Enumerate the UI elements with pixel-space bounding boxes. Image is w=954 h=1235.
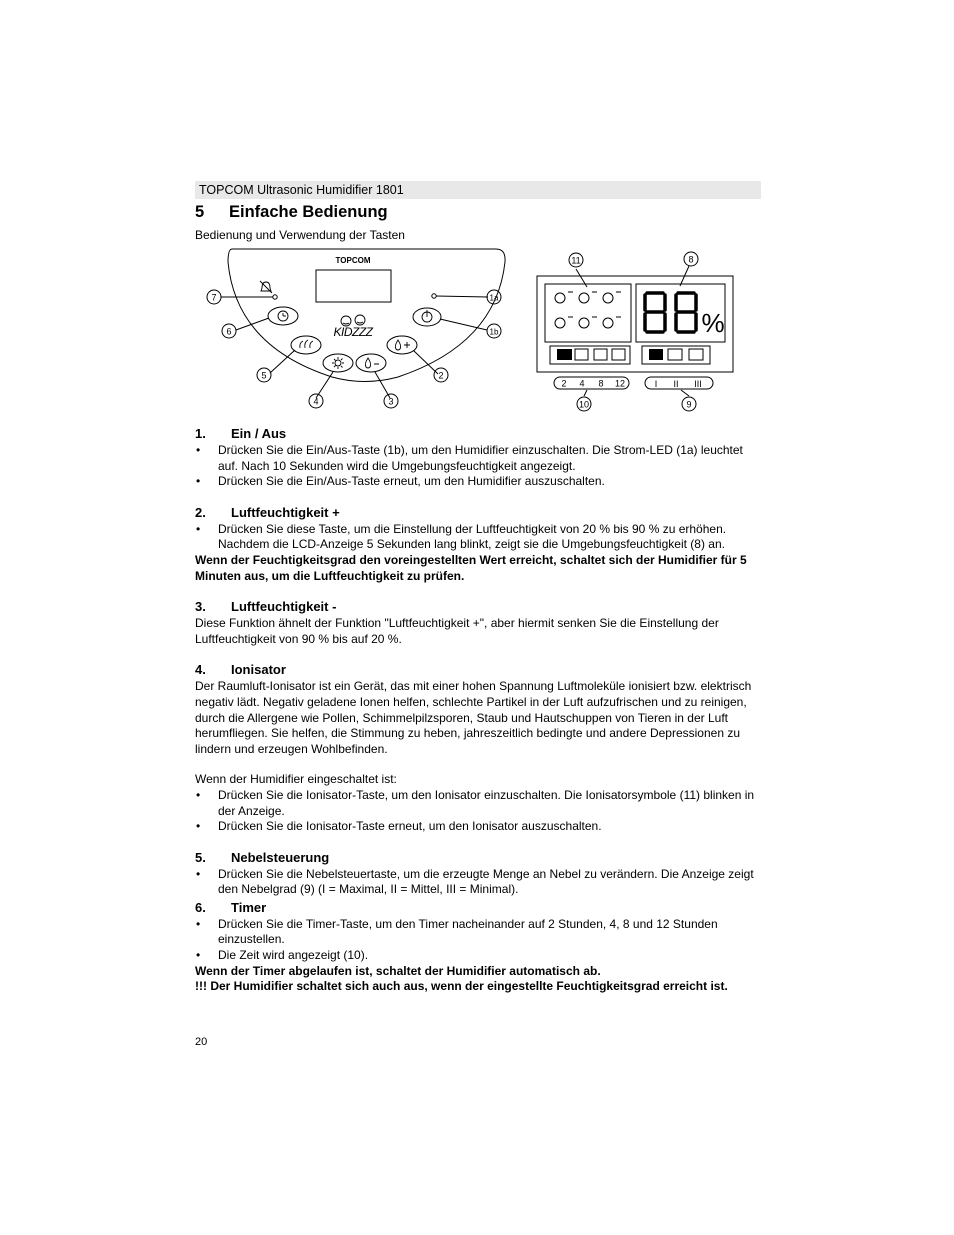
callout-9: 9 <box>686 399 692 410</box>
bullet: • Drücken Sie diese Taste, um die Einstellung der Luftfeuchtigkeit von 20 % bis 90 % zu erhöhen. Nachdem die LCD-Anzeige 5 Sekunden lang blinkt, zeigt sie die Umgebungsfeuchtigkeit (8) an. <box>195 522 761 553</box>
mist-icon <box>300 340 313 348</box>
mist-label-2: II <box>673 379 679 389</box>
humidity-minus-button <box>356 354 386 372</box>
timer-label-2: 2 <box>561 378 567 389</box>
lcd-display-figure <box>535 250 740 416</box>
section-number: 5 <box>195 203 205 221</box>
warning-text: Wenn der Feuchtigkeitsgrad den voreingestellten Wert erreicht, schaltet sich der Humidifier für 5 Minuten aus, um die Luftfeuchtigkeit zu prüfen. <box>195 552 747 583</box>
brand-logo: TOPCOM <box>335 256 371 265</box>
power-led <box>432 294 436 298</box>
bullet: • Die Zeit wird angezeigt (10). <box>195 948 761 964</box>
panel-lcd <box>316 270 391 302</box>
timer-label-4: 4 <box>579 378 585 389</box>
header-title: TOPCOM Ultrasonic Humidifier 1801 <box>199 183 404 197</box>
callout-3: 3 <box>388 396 394 407</box>
page-number: 20 <box>195 1036 208 1048</box>
instructions <box>195 426 761 995</box>
callout-1b: 1b <box>489 327 499 337</box>
callout-4: 4 <box>313 396 319 407</box>
page-header <box>195 181 761 199</box>
callout-1a: 1a <box>489 293 499 303</box>
paragraph: Der Raumluft-Ionisator ist ein Gerät, das mit einer hohen Spannung Luftmoleküle ionisiert bzw. elektrisch negativ lädt. Negativ geladene Ionen helfen, schlechte Partikel in der Luft aufzufrischen und zu reinigen, durch die Allergene wie Pollen, Schimmelpilzsporen, Staub und Hautschuppen von Tieren in der Luft herumfliegen. Sie helfen, die Stimmung zu heben, jahreszeitlich bedingte und andere Depressionen zu lindern und erzeugen Wohlbefinden. <box>195 679 752 756</box>
panel-outline <box>228 249 505 382</box>
bullet: • Drücken Sie die Nebelsteuertaste, um die erzeugte Menge an Nebel zu verändern. Die Anzeige zeigt den Nebelgrad (9) (I = Maximal, II = Mittel, III = Minimal). <box>195 867 761 898</box>
callout-5: 5 <box>261 370 267 381</box>
humidity-digits <box>645 293 696 332</box>
callout-10: 10 <box>578 399 590 410</box>
heading-ein-aus: 1. Ein / Aus <box>195 426 287 441</box>
timer-square-active <box>557 349 572 360</box>
warning-text: !!! Der Humidifier schaltet sich auch aus, wenn der eingestellte Feuchtigkeitsgrad erreicht ist. <box>195 979 728 994</box>
bullet: • Drücken Sie die Ein/Aus-Taste (1b), um den Humidifier einzuschalten. Die Strom-LED (1a) leuchtet auf. Nach 10 Sekunden wird die Umgebungsfeuchtigkeit angezeigt. <box>195 443 761 474</box>
callout-7: 7 <box>211 292 217 303</box>
warning-text: Wenn der Timer abgelaufen ist, schaltet der Humidifier automatisch ab. <box>195 963 601 978</box>
ionizer-icon <box>335 360 341 366</box>
paragraph: Wenn der Humidifier eingeschaltet ist: <box>195 772 397 787</box>
ionizer-symbol-box <box>545 284 631 342</box>
percent-sign: % <box>701 308 725 338</box>
bullet: • Drücken Sie die Timer-Taste, um den Timer nacheinander auf 2 Stunden, 4, 8 und 12 Stunden einzustellen. <box>195 917 761 948</box>
heading-timer: 6. Timer <box>195 899 267 915</box>
humidity-plus-button <box>387 336 417 354</box>
heading-ionisator: 4. Ionisator <box>195 662 286 678</box>
heading-luftfeuchtigkeit-minus: 3. Luftfeuchtigkeit - <box>195 599 337 615</box>
bullet: • Drücken Sie die Ein/Aus-Taste erneut, um den Humidifier auszuschalten. <box>195 474 761 490</box>
mist-square-active <box>649 349 663 360</box>
ionizer-led <box>273 295 277 299</box>
callout-8: 8 <box>688 254 694 265</box>
callout-11: 11 <box>571 255 581 266</box>
heading-nebelsteuerung: 5. Nebelsteuerung <box>195 849 330 865</box>
callout-2: 2 <box>438 370 444 381</box>
control-panel-figure <box>200 244 510 414</box>
drop-minus-icon <box>365 358 379 368</box>
drop-plus-icon <box>395 340 410 350</box>
section-intro: Bedienung und Verwendung der Tasten <box>195 228 405 242</box>
bullet: • Drücken Sie die Ionisator-Taste erneut, um den Ionisator auszuschalten. <box>195 819 761 835</box>
section-heading <box>195 203 388 222</box>
timer-label-8: 8 <box>598 378 604 389</box>
timer-label-12: 12 <box>614 378 626 389</box>
callout-6: 6 <box>226 326 232 337</box>
paragraph: Diese Funktion ähnelt der Funktion "Luftfeuchtigkeit +", aber hiermit senken Sie die Einstellung der Luftfeuchtigkeit von 90 % bis auf 20 %. <box>195 616 719 646</box>
mist-button <box>291 336 321 354</box>
ionizer-button <box>323 354 353 372</box>
bell-off-icon <box>260 281 272 293</box>
mist-label-3: III <box>694 379 702 389</box>
heading-luftfeuchtigkeit-plus: 2. Luftfeuchtigkeit + <box>195 504 340 520</box>
bullet: • Drücken Sie die Ionisator-Taste, um den Ionisator einzuschalten. Die Ionisatorsymbole (11) blinken in der Anzeige. <box>195 788 761 819</box>
section-title: Einfache Bedienung <box>229 203 388 221</box>
kids-logo: KIDZZZ <box>333 325 373 339</box>
mist-label-1: I <box>654 379 658 389</box>
